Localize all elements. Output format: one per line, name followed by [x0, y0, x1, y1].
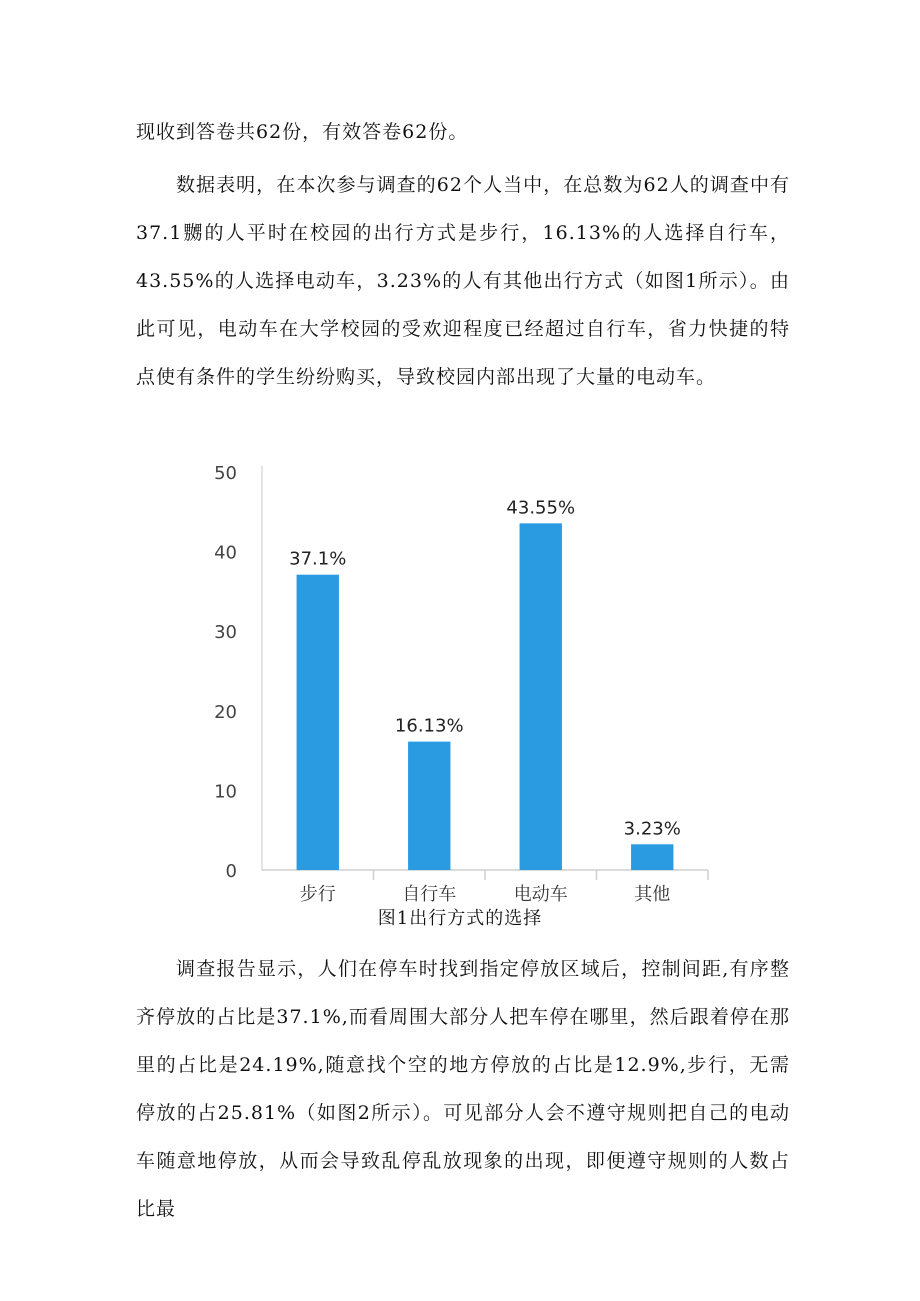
y-tick-label: 10 — [214, 781, 237, 803]
y-tick-label: 30 — [214, 622, 237, 644]
figure-caption: 图1出行方式的选择 — [377, 908, 543, 929]
y-tick-label: 40 — [214, 542, 237, 564]
y-tick-label: 50 — [214, 463, 237, 484]
y-tick-label: 0 — [225, 861, 237, 882]
paragraph-2: 数据表明，在本次参与调查的62个人当中，在总数为62人的调查中有37.1嬲的人平时在校园的出行方式是步行，16.13%的人选择自行车，43.55%的人选择电动车，3.23%的人有其他出行方式（如图1所示）。由此可见，电动车在大学校园的受欢迎程度已经超过自行车，省力快捷的特点使有条件的学生纷纷购买，导致校园内部出现了大量的电动车。 — [136, 174, 790, 388]
y-tick-label: 20 — [214, 701, 237, 723]
x-category-label: 其他 — [634, 884, 671, 905]
data-label: 3.23% — [623, 818, 681, 840]
bar-1 — [297, 575, 339, 870]
x-category-label: 步行 — [299, 884, 336, 905]
data-label: 43.55% — [506, 497, 576, 519]
bar-2 — [408, 742, 450, 870]
x-category-label: 自行车 — [402, 884, 457, 905]
data-label: 16.13% — [394, 715, 464, 737]
bar-chart — [195, 450, 725, 915]
x-category-label: 电动车 — [513, 884, 568, 905]
bar-4 — [631, 844, 673, 870]
paragraph-3: 调查报告显示，人们在停车时找到指定停放区域后，控制间距,有序整齐停放的占比是37.1%,而看周围大部分人把车停在哪里，然后跟着停在那里的占比是24.19%,随意找个空的地方停放的占比是12.9%,步行，无需停放的占25.81%（如图2所示）。可见部分人会不遵守规则把自己的电动车随意地停放，从而会导致乱停乱放现象的出现，即便遵守规则的人数占比最 — [136, 958, 790, 1220]
paragraph-1: 现收到答卷共62份，有效答卷62份。 — [136, 121, 469, 143]
bar-3 — [520, 523, 562, 870]
data-label: 37.1% — [289, 548, 347, 570]
